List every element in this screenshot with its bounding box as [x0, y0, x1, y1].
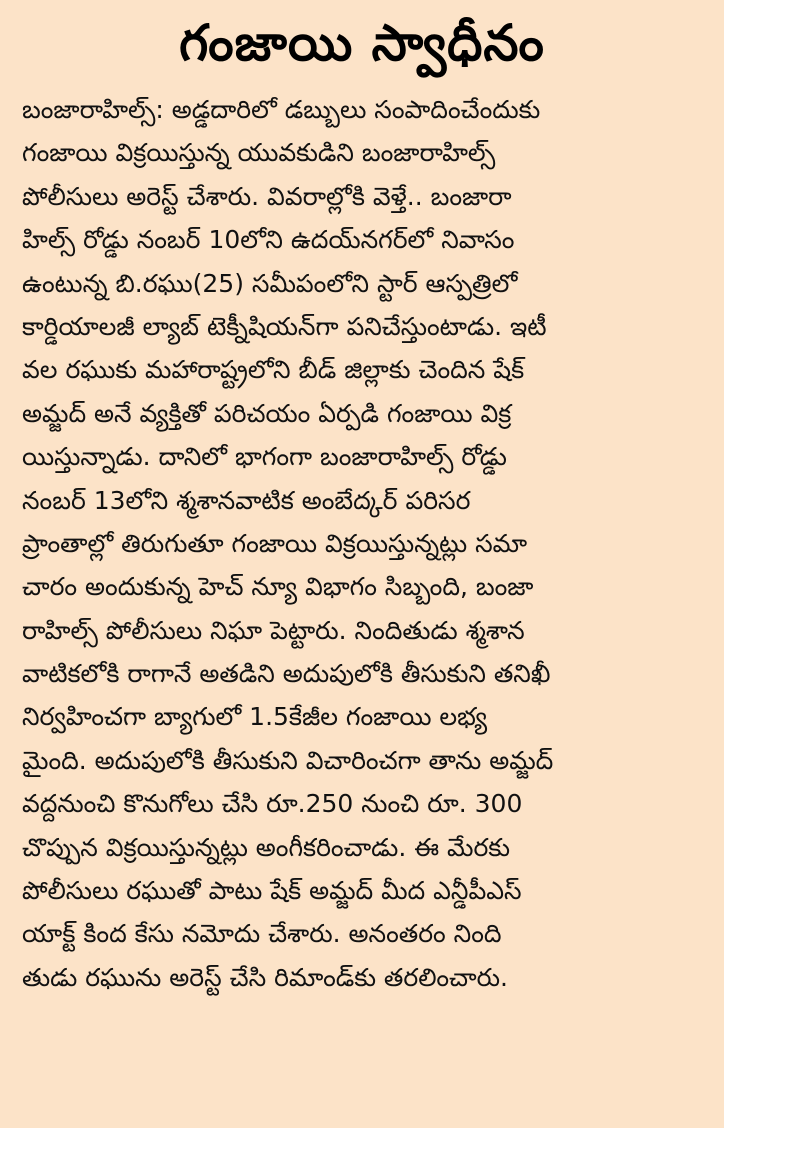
article-line: పోలీసులు అరెస్ట్‌ చేశారు. వివరాల్లోకి వెళ్తే.. బంజారా [22, 181, 512, 211]
article-body [22, 88, 718, 999]
article-line: కార్డియాలజీ ల్యాబ్‌ టెక్నీషియన్‌గా పనిచేస్తుంటాడు. ఇటీ [22, 311, 547, 341]
article-line: యాక్ట్‌ కింద కేసు నమోదు చేశారు. అనంతరం నింది [22, 919, 502, 949]
article-line: రాహిల్స్‌ పోలీసులు నిఘా పెట్టారు. నిందితుడు శ్మశాన [22, 615, 525, 645]
article-line: చారం అందుకున్న హెచ్‌ న్యూ విభాగం సిబ్బంది, బంజా [22, 572, 534, 602]
article-line: ప్రాంతాల్లో తిరుగుతూ గంజాయి విక్రయిస్తున్నట్లు సమా [22, 528, 528, 558]
article-line: యిస్తున్నాడు. దానిలో భాగంగా బంజారాహిల్స్‌ రోడ్డు [22, 442, 507, 472]
headline: గంజాయి స్వాధీనం [179, 14, 545, 72]
article-line: వద్దనుంచి కొనుగోలు చేసి రూ.250 నుంచి రూ. 300 [22, 789, 523, 819]
article-line: తుడు రఘును అరెస్ట్‌ చేసి రిమాండ్‌కు తరలించారు. [22, 962, 509, 992]
article-line: పోలీసులు రఘుతో పాటు షేక్‌ అమ్జద్‌ మీద ఎన్డీపీఎస్‌ [22, 876, 522, 906]
article-line: మైంది. అదుపులోకి తీసుకుని విచారించగా తాను అమ్జద్‌ [22, 745, 554, 775]
article-line: హిల్స్‌ రోడ్డు నంబర్‌ 10లోని ఉదయ్‌నగర్‌లో నివాసం [22, 225, 515, 255]
article-line: నంబర్‌ 13లోని శ్మశానవాటిక అంబేద్కర్‌ పరిసర [22, 485, 471, 515]
article-line: ఉంటున్న బి.రఘు(25) సమీపంలోని స్టార్‌ ఆస్పత్రిలో [22, 268, 518, 298]
article-line: నిర్వహించగా బ్యాగులో 1.5కేజీల గంజాయి లభ్య [22, 702, 488, 732]
article-line: చొప్పున విక్రయిస్తున్నట్లు అంగీకరించాడు. ఈ మేరకు [22, 832, 510, 862]
article-line: వల రఘుకు మహారాష్ట్రలోని బీడ్‌ జిల్లాకు చెందిన షేక్‌ [22, 355, 525, 385]
article-line: గంజాయి విక్రయిస్తున్న యువకుడిని బంజారాహిల్స్‌ [22, 138, 496, 168]
article-line: వాటికలోకి రాగానే అతడిని అదుపులోకి తీసుకుని తనిఖీ [22, 659, 551, 689]
article-line: బంజారాహిల్స్‌: అడ్డదారిలో డబ్బులు సంపాదించేందుకు [22, 95, 541, 124]
article-line: అమ్జద్‌ అనే వ్యక్తితో పరిచయం ఏర్పడి గంజాయి విక్ర [22, 398, 512, 428]
